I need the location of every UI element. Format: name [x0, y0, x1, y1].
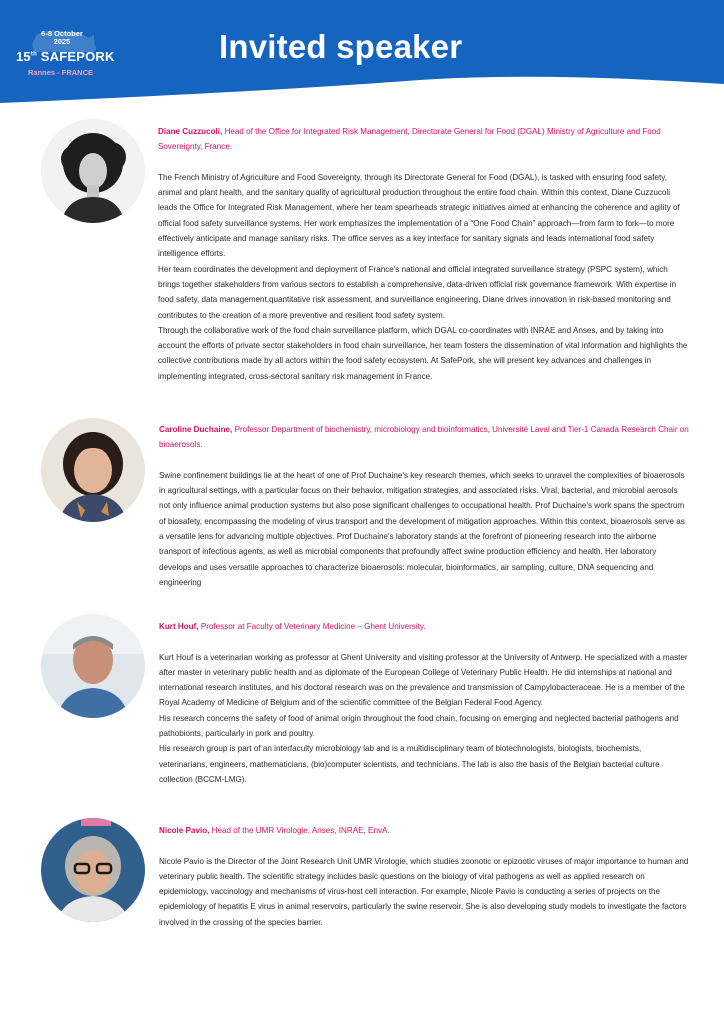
speaker-intro	[159, 422, 689, 453]
speaker-bio-paragraph: Kurt Houf is a veterinarian working as professor at Ghent University and visiting professor at the University of Antwerp. He specialized with a master after master in veterinary public health and as diplomate of the European College of Veterinary Public Health. He did internships at national and international research institutes, and his doctoral research was on the prevalence and transmission of Campylobacteraceae. He is a member of the Royal Academy of Medicine of Belgium and of the scientific committee of the Belgian Federal Food Agency.	[159, 652, 688, 708]
speaker-bio-paragraph: Swine confinement buildings lie at the heart of one of Prof Duchaine's key research themes, which seeks to unravel the complexities of bioaerosols in agricultural settings, with a particular focus on their behavior, mitigation strategies, and associated risks. Viral, bacterial, and microbial aerosols not only influence animal production systems but also pose significant challenges to occupational health. Prof Duchaine's work spans the spectrum of biosafety, encompassing the modeling of virus transport and the development of mitigation approaches. Within this context, bioaerosols serve as a versatile lens for advancing multiple objectives. Prof Duchaine's laboratory stands at the forefront of pioneering research into the airborne transport of infectious agents, as well as microbial components that profoundly affect swine production efficiency and health. Her laboratory develops and uses versatile approaches to characterize bioaerosols: molecular, bioinformatics, air sampling, culture, DNA sequencing and engineering	[159, 470, 685, 587]
speaker-bio-paragraph: His research group is part of an interfaculty microbiology lab and is a multidisciplinary team of biotechnologists, biologists, biochemists, veterinarians, engineers, mathematicians, (bio)computer scientists, and technicians. The lab is also the basis of the Belgian bacterial culture collection (BCCM-LMG).	[159, 744, 660, 784]
logo-event-name: SAFEPORK	[40, 49, 115, 64]
speaker-bio-paragraph: The French Ministry of Agriculture and Food Sovereignty, through its Directorate General for Food (DGAL), is tasked with ensuring food safety, animal and plant health, and the sanitary quality of agricultural production throughout the entire food chain. Within this context, Diane Cuzzucoli leads the Office for Integrated Risk Management, where her team spearheads strategic initiatives aimed at enhancing the coherence and agility of official food safety surveillance systems. Her work emphasizes the implementation of a “One Food Chain” approach—from farm to fork—to more effectively anticipate and manage sanitary risks. The office serves as a key interface for sanitary signals and leads international food safety intelligence efforts.	[158, 172, 680, 259]
speaker-intro	[159, 619, 689, 634]
speaker-role: Professor at Faculty of Veterinary Medicine – Ghent University.	[200, 622, 426, 631]
speaker-bio-paragraph: His research concerns the safety of food of animal origin throughout the food chain, focusing on emerging and neglected bacterial pathogens and pathobionts, particularly in pork and poultry.	[159, 713, 679, 739]
logo-edition-suffix: th	[30, 51, 37, 58]
speaker-photo	[41, 418, 145, 522]
speaker-role: Head of the Office for Integrated Risk Management, Directorate General for Food (DGAL) Ministry of Agriculture and Food Sovereignty, France.	[158, 127, 661, 152]
page-title: Invited speaker	[219, 28, 463, 65]
speaker-photo	[41, 818, 145, 922]
speaker-name: Kurt Houf,	[159, 622, 199, 631]
speaker-intro	[159, 823, 689, 838]
logo-dates: 6-8 October 2025	[41, 29, 83, 46]
safepork-logo	[14, 30, 114, 86]
logo-name	[16, 49, 115, 64]
logo-location: Rannes - FRANCE	[28, 68, 94, 77]
speaker-photo	[41, 614, 145, 718]
speaker-bio-paragraph: Her team coordinates the development and deployment of France's national and official integrated surveillance strategy (PSPC system), which brings together stakeholders from various sectors to establish a comprehensive, data-driven official risk governance framework. With expertise in food safety, data management,quantitative risk assessment, and surveillance engineering, Diane drives innovation in risk-based monitoring and contributes to the creation of a more preventive and resilient food safety system.	[158, 264, 677, 320]
speaker-intro	[158, 124, 688, 155]
speaker-name: Caroline Duchaine,	[159, 425, 233, 434]
speaker-photo	[41, 119, 145, 223]
speaker-role: Head of the UMR Virologie, Anses, INRAE, EnvA.	[211, 826, 390, 835]
speaker-name: Diane Cuzzucoli,	[158, 127, 223, 136]
logo-edition: 15	[16, 49, 31, 64]
speaker-bio-paragraph: Through the collaborative work of the food chain surveillance platform, which DGAL co-coordinates with INRAE and Anses, and by taking into account the efforts of private sector stakeholders in food chain surveillance, her team fosters the dissemination of vital information and highlights the collective contributions made by all actors within the food safety ecosystem. At SafePork, she will present key advances and challenges in implementing integrated, cross-sectoral sanitary risk management in France.	[158, 325, 688, 381]
header-banner	[0, 0, 724, 103]
speaker-role: Professor Department of biochemistry, microbiology and bioinformatics, Université Laval and Tier-1 Canada Research Chair on bioaerosols.	[159, 425, 689, 450]
speaker-bio-paragraph: Nicole Pavio is the Director of the Joint Research Unit UMR Virologie, which studies zoonotic or epizootic viruses of major importance to human and veterinary public health. The scientific strategy includes basic questions on the biology of viral pathogens as well as applied research on epidemiology, vaccinology and mechanisms of virus-host cell interaction. For example, Nicole Pavio is conducting a series of projects on the epidemiology of hepatitis E virus in animal reservoirs, particularly the swine reservoir. She is also developing study models to investigate the factors involved in the crossing of the species barrier.	[159, 856, 689, 927]
speaker-name: Nicole Pavio,	[159, 826, 210, 835]
